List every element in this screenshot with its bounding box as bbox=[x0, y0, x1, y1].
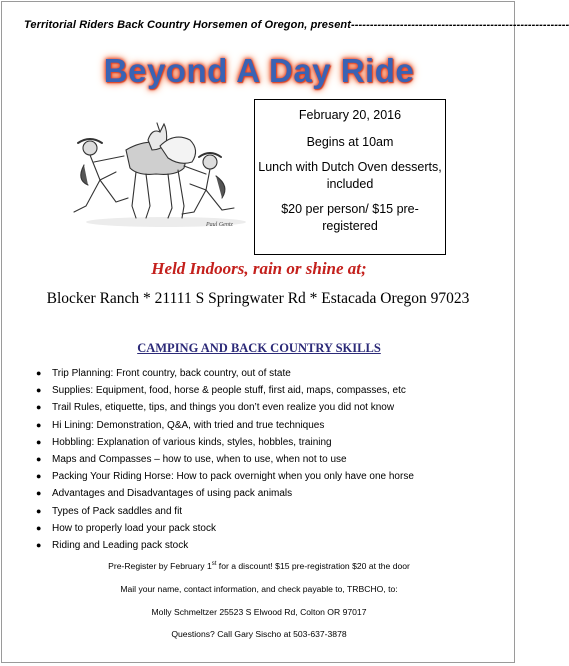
artist-signature: Paul Gentz bbox=[206, 222, 233, 228]
horse-and-riders-sketch-icon bbox=[56, 110, 252, 230]
event-lunch: Lunch with Dutch Oven desserts, included bbox=[258, 160, 442, 191]
bullet-icon: ● bbox=[36, 385, 42, 396]
questions-contact: Questions? Call Gary Sischo at 503-637-3878 bbox=[171, 629, 347, 639]
list-item: ● How to properly load your pack stock bbox=[36, 520, 506, 537]
event-title: Beyond A Day Ride bbox=[103, 52, 415, 89]
bullet-icon: ● bbox=[36, 539, 42, 550]
list-item: ● Types of Pack saddles and fit bbox=[36, 503, 506, 520]
list-item: ● Supplies: Equipment, food, horse & people stuff, first aid, maps, compasses, etc bbox=[36, 382, 506, 399]
skills-heading: CAMPING AND BACK COUNTRY SKILLS bbox=[137, 341, 381, 355]
organization-tagline: Territorial Riders Back Country Horsemen of Oregon, present---------------------------------------------------------- bbox=[24, 19, 569, 31]
event-date: February 20, 2016 bbox=[298, 108, 402, 122]
list-item: ● Trip Planning: Front country, back country, out of state bbox=[36, 365, 506, 382]
preregister-note: Pre-Register by February 1st for a discount! $15 pre-registration $20 at the door bbox=[108, 561, 410, 571]
list-item: ● Hobbling: Explanation of various kinds, styles, hobbles, training bbox=[36, 434, 506, 451]
mailing-address: Molly Schmeltzer 25523 S Elwood Rd, Colton OR 97017 bbox=[151, 607, 367, 617]
bullet-icon: ● bbox=[36, 488, 42, 499]
bullet-icon: ● bbox=[36, 368, 42, 378]
list-item: ● Maps and Compasses – how to use, when to use, when not to use bbox=[36, 451, 506, 468]
bullet-icon: ● bbox=[36, 522, 42, 533]
bullet-icon: ● bbox=[36, 505, 42, 516]
list-item: ● Advantages and Disadvantages of using pack animals bbox=[36, 485, 506, 502]
skills-list bbox=[36, 365, 506, 554]
event-start-time: Begins at 10am bbox=[306, 135, 394, 149]
list-item: ● Hi Lining: Demonstration, Q&A, with tried and true techniques bbox=[36, 417, 506, 434]
bullet-icon: ● bbox=[36, 471, 42, 482]
bullet-icon: ● bbox=[36, 419, 42, 430]
bullet-icon: ● bbox=[36, 402, 42, 413]
list-item: ● Riding and Leading pack stock bbox=[36, 537, 506, 554]
event-details-box bbox=[254, 99, 446, 255]
event-price: $20 per person/ $15 pre-registered bbox=[281, 202, 419, 233]
bullet-icon: ● bbox=[36, 436, 42, 447]
venue-headline: Held Indoors, rain or shine at; bbox=[151, 259, 367, 278]
venue-address: Blocker Ranch * 21111 S Springwater Rd * Estacada Oregon 97023 bbox=[46, 290, 470, 307]
list-item: ● Trail Rules, etiquette, tips, and things you don’t even realize you did not know bbox=[36, 399, 506, 416]
list-item: ● Packing Your Riding Horse: How to pack overnight when you only have one horse bbox=[36, 468, 506, 485]
mail-instructions: Mail your name, contact information, and check payable to, TRBCHO, to: bbox=[120, 584, 398, 594]
bullet-icon: ● bbox=[36, 453, 42, 464]
